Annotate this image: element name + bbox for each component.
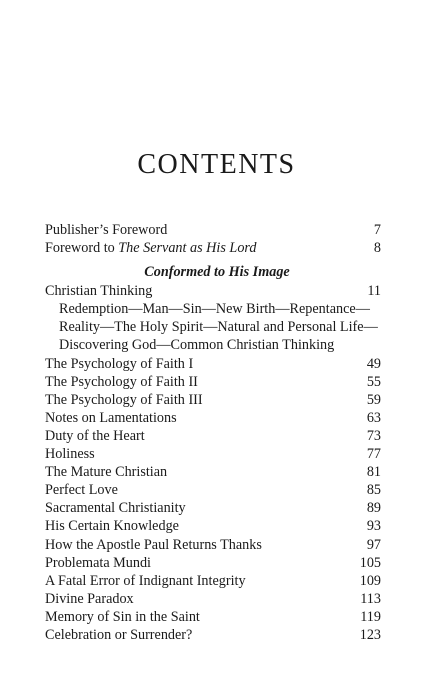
toc-entry: [45, 481, 381, 499]
toc-entry: [45, 608, 381, 626]
toc-entry-page: 97: [366, 536, 381, 553]
toc-entry-page: 113: [360, 590, 381, 607]
toc-entry-page: 73: [366, 427, 381, 444]
toc-entry: [45, 463, 381, 481]
toc-entry: [45, 590, 381, 608]
toc-subtopics-line: Discovering God—Common Christian Thinking: [59, 337, 335, 354]
toc-entry: [45, 626, 381, 644]
toc-entry-title: Problemata Mundi: [45, 554, 151, 571]
toc-subtopics-line: Redemption—Man—Sin—New Birth—Repentance—: [59, 301, 370, 318]
toc-entry-page: 109: [359, 572, 381, 589]
toc-entry-title: Holiness: [45, 446, 95, 463]
table-of-contents: [45, 221, 381, 644]
toc-entry-page: 93: [366, 518, 381, 535]
toc-entry-page: 123: [359, 626, 381, 643]
toc-entry-title: Duty of the Heart: [45, 427, 145, 444]
toc-entry-title-italic: The Servant as His Lord: [118, 240, 257, 257]
toc-entry-title: Notes on Lamentations: [45, 409, 177, 426]
toc-entry-title: His Certain Knowledge: [45, 518, 179, 535]
toc-entry-title: A Fatal Error of Indignant Integrity: [45, 572, 246, 589]
toc-entry-title: Christian Thinking: [45, 283, 153, 300]
page-title: CONTENTS: [137, 149, 296, 180]
toc-entry-title: Celebration or Surrender?: [45, 626, 193, 643]
toc-entry-page: 49: [366, 355, 381, 372]
toc-entry-title: The Psychology of Faith II: [45, 373, 198, 390]
toc-entry-title-prefix: Foreword to: [45, 240, 119, 257]
toc-entry-publishers-foreword: [45, 221, 381, 239]
toc-entry: [45, 572, 381, 590]
toc-entry-page: 55: [366, 373, 381, 390]
toc-entry: [45, 499, 381, 517]
toc-entry-foreword: [45, 239, 381, 257]
toc-entry-title: Divine Paradox: [45, 590, 134, 607]
toc-entry-page: 63: [366, 409, 381, 426]
toc-entry: [45, 355, 381, 373]
toc-entry: [45, 517, 381, 535]
toc-entry-page: 105: [359, 554, 381, 571]
toc-entry-page: 8: [373, 240, 381, 257]
toc-entry-page: 119: [360, 608, 381, 625]
toc-entry: [45, 445, 381, 463]
toc-entry-christian-thinking: [45, 282, 381, 300]
toc-subtopics-line: Reality—The Holy Spirit—Natural and Personal Life—: [59, 319, 378, 336]
toc-entry-title: Perfect Love: [45, 482, 118, 499]
toc-entry-page: 77: [366, 446, 381, 463]
toc-entry-list: [45, 355, 381, 645]
toc-entry-title: How the Apostle Paul Returns Thanks: [45, 536, 262, 553]
toc-entry-page: 59: [366, 391, 381, 408]
toc-entry: [45, 373, 381, 391]
toc-entry-title: [45, 239, 257, 257]
toc-entry-page: 7: [373, 222, 381, 238]
toc-entry-page: 85: [366, 482, 381, 499]
toc-entry-title: The Psychology of Faith I: [45, 355, 194, 372]
toc-entry-title: The Psychology of Faith III: [45, 391, 203, 408]
toc-entry-title: Memory of Sin in the Saint: [45, 608, 200, 625]
toc-entry: [45, 391, 381, 409]
toc-entry-page: 89: [366, 500, 381, 517]
toc-entry: [45, 409, 381, 427]
toc-entry-page: 81: [366, 464, 381, 481]
toc-entry: [45, 554, 381, 572]
toc-entry-title: The Mature Christian: [45, 464, 168, 481]
section-heading: Conformed to His Image: [144, 264, 290, 281]
toc-entry: [45, 427, 381, 445]
toc-entry-page: 11: [367, 283, 381, 300]
toc-entry: [45, 536, 381, 554]
toc-entry-title: Publisher’s Foreword: [45, 222, 168, 238]
toc-entry-title: Sacramental Christianity: [45, 500, 186, 517]
